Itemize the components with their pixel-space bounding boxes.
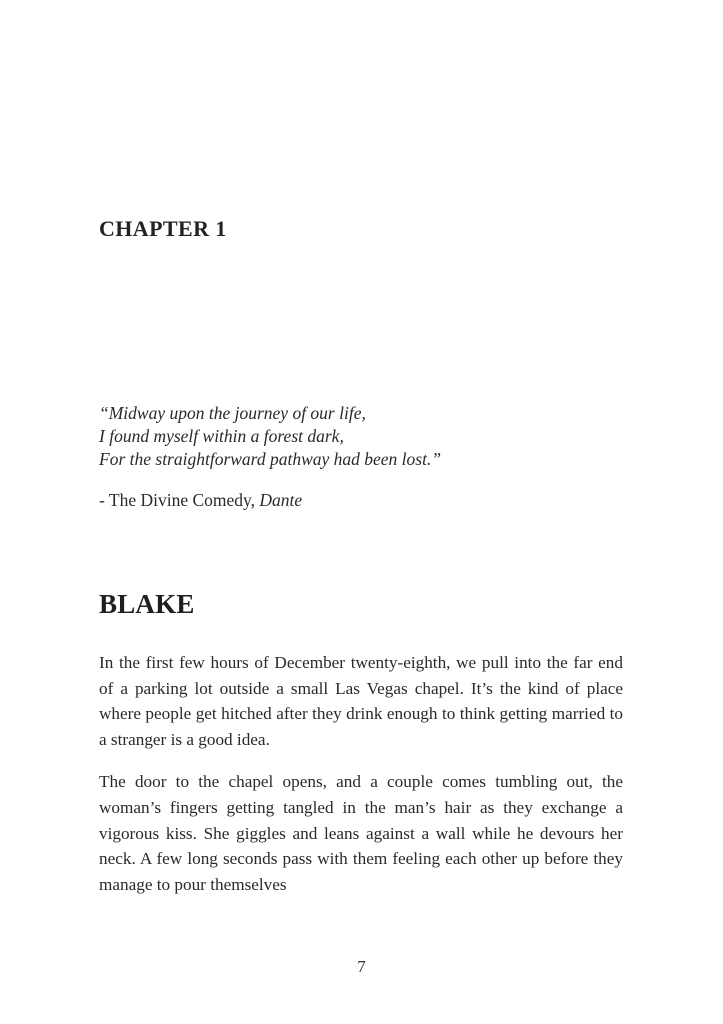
epigraph-attribution [99,489,623,512]
epigraph-line-3: For the straightforward pathway had been lost.” [99,449,442,469]
epigraph-work-title: - The Divine Comedy, [99,490,260,510]
epigraph-author: Dante [259,490,303,510]
page-number: 7 [357,957,366,976]
epigraph-block [99,402,623,512]
chapter-heading: CHAPTER 1 [99,216,227,241]
body-paragraph: The door to the chapel opens, and a couple comes tumbling out, the woman’s fingers getting tangled in the man’s hair as they exchange a vigorous kiss. She giggles and leans against a wall while he devours her neck. A few long seconds pass with them feeling each other up before they manage to pour themselves [99,772,623,894]
epigraph-line-2: I found myself within a forest dark, [99,426,344,446]
epigraph-line-1: “Midway upon the journey of our life, [99,403,366,423]
pov-heading: BLAKE [99,589,195,619]
body-paragraph: In the first few hours of December twenty-eighth, we pull into the far end of a parking lot outside a small Las Vegas chapel. It’s the kind of place where people get hitched after they drink enough to think getting married to a stranger is a good idea. [99,653,623,749]
body-copy [99,650,623,897]
